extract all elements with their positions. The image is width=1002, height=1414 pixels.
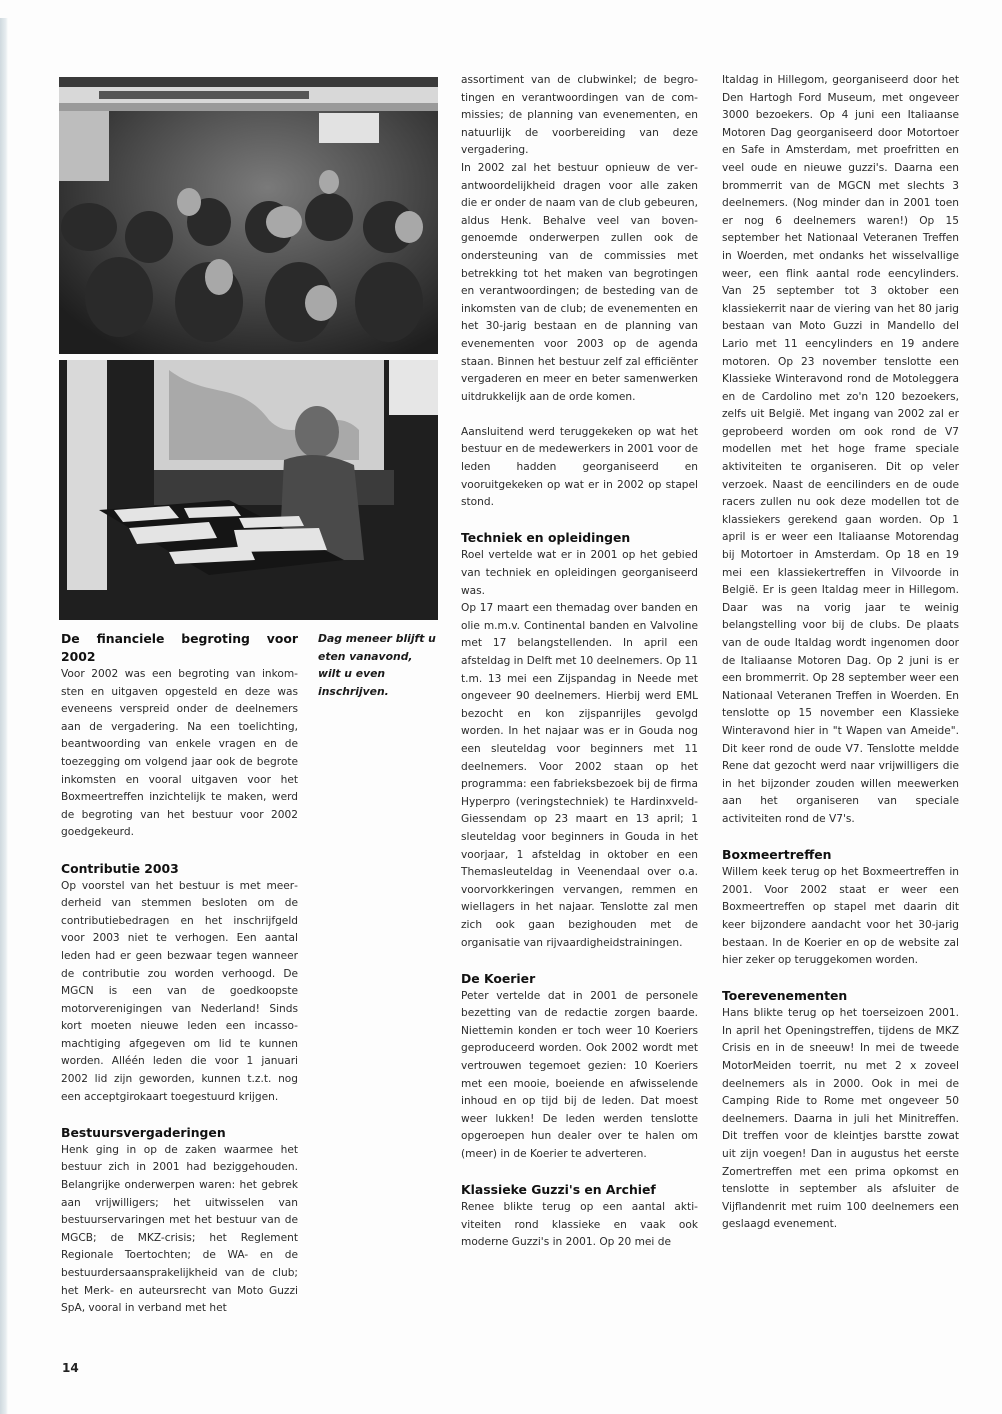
body-paragraph: Peter vertelde dat in 2001 de personele bezetting van de redactie zorgen baarde. Niettemin konden er toch weer 10 Koeriers geproduceerd worden. Ook 2002 wordt met vertrouwen tegemoet gezien: 10 Koeriers met een mooie, boeiende en afwisselende inhoud en op tijd bij de leden. Dat moest weer lukken! De leden werden tenslotte opgeroepen hun dealer over te halen om (meer) in de Koerier te adverteren. bbox=[461, 989, 698, 1161]
section-techniek-opleidingen bbox=[461, 529, 698, 952]
section-financiele-begroting bbox=[61, 630, 298, 842]
body-paragraph: Henk ging in op de zaken waarmee het bestuur zich in 2001 had beziggehouden. Belangrijke onderwerpen waren: het gebrek aan vrijwilligers; het uitwisselen van bestuurservaringen met het bestuur van de MGCB; de MKZ-crisis; het Reglement Regionale Toertochten; de WA- en de bestuurdersaansprakelijkheid van de club; het Merk- en auteursrecht van Moto Guzzi SpA, vooral in verband met het bbox=[61, 1143, 298, 1315]
column-2 bbox=[461, 72, 698, 1252]
section-heading: Toerevenementen bbox=[722, 988, 848, 1004]
section-heading: De Koerier bbox=[461, 970, 536, 986]
photo-registration-desk-image bbox=[59, 360, 438, 620]
section-contributie bbox=[61, 860, 298, 1107]
section-heading: Boxmeertreffen bbox=[722, 847, 832, 863]
photo-audience bbox=[59, 77, 438, 354]
section-heading: Contributie 2003 bbox=[61, 860, 179, 876]
body-paragraph: In 2002 zal het bestuur opnieuw de verantwoordelijkheid dragen voor alle zaken die er onder de naam van de club gebeuren, aldus Henk. Behalve veel van bovengenoemde onderwerpen zullen ook de ondersteuning van de commissies met betrekking tot het maken van begrotingen en verantwoordingen; de besteding van de inkomsten van de club; de evenementen en het 30-jarig bestaan en de planning van evenementen voor 2003 op de agenda staan. Binnen het bestuur zelf zal efficiënter vergaderen en meer en beter samenwerken uitdrukkelijk aan de orde komen. bbox=[461, 161, 698, 403]
photo-registration-desk bbox=[59, 360, 438, 620]
column-1 bbox=[61, 630, 298, 1318]
body-paragraph: Voor 2002 was een begroting van inkomsten en uitgaven opgesteld en deze was eveneens verspreid onder de deelnemers aan de vergadering. Na een toelichting, beantwoording van enkele vragen en de toezegging om volgend jaar ook de begrote inkomsten en vooral uitgaven voor het Boxmeertreffen inzichtelijk te maken, werd de begroting van het bestuur voor 2002 goedgekeurd. bbox=[61, 668, 298, 839]
body-paragraph: Op voorstel van het bestuur is met meerderheid van stemmen besloten om de contributiebedragen en het inschrijfgeld voor 2003 niet te verhogen. Een aantal leden had er geen bezwaar tegen wanneer de contributie zou worden verhoogd. De MGCN is een van de goedkoopste motorverenigingen van Nederland! Sinds kort moeten nieuwe leden een incasso-machtiging afgegeven om lid te kunnen worden. Alléén leden die voor 1 januari 2002 lid zijn geworden, kunnen t.z.t. nog een acceptgirokaart toegestuurd krijgen. bbox=[61, 879, 298, 1103]
body-paragraph: Italdag in Hillegom, georganiseerd door het Den Hartogh Ford Museum, met ongeveer 3000 bezoekers. Op 4 juni een Italiaanse Motoren Dag georganiseerd door Motortoer en Safe in Amsterdam, met proefritten en veel oude en nieuwe guzzi's. Daarna een brommerrit van de MGCN met slechts 3 deelnemers. (Nog minder dan in 2001 toen er nog 6 deelnemers waren!) Op 15 september het Nationaal Veteranen Treffen in Woerden, met ondanks het wisselvallige weer, een flink aantal rode eencylinders. Van 25 september tot 3 oktober een klassiekerrit naar de viering van het 80 jarig bestaan van Moto Guzzi in Mandello del Lario met 11 eencylinders en 19 andere motoren. Op 23 november tenslotte een Klassieke Winteravond rond de Motoleggera en de Cardolino met zo'n 120 bezoekers, zelfs uit België. Met ingang van 2002 zal er geprobeerd worden om ook rond de V7 modellen met het hoge frame speciale aktiviteiten te organiseren. Dit op veler verzoek. Naast de eencilinders en de oude racers zullen nu ook deze modellen tot de klassiekers gerekend gaan worden. Op 1 april is er weer een Italiaanse Motorendag bij Motortoer in Amsterdam. Op 18 en 19 mei een klassiekertreffen in Vilvoorde in België. Er is geen Italdag meer in Hillegom. Daar was na vorig jaar te weinig belangstelling voor bij de clubs. De plaats van de oude Italdag wordt ingenomen door de Italiaanse Motoren Dag. Op 2 juni is er een brommerrit. Op 28 september weer een Nationaal Veteranen Treffen in Woerden. En tenslotte op 15 november een Klassieke Winteravond hier in "t Wapen van Ameide". Dit keer rond de oude V7. Tenslotte meldde Rene dat gezocht werd naar vrijwilligers die in het bijzonder zouden willen meewerken aan het organiseren van speciale activiteiten rond de V7's. bbox=[722, 74, 959, 825]
photo-audience-image bbox=[59, 77, 438, 354]
body-paragraph: Aansluitend werd teruggekeken op wat het bestuur en de medewerkers in 2001 voor de leden hadden georganiseerd en vooruitgekeken op wat er in 2002 op stapel stond. bbox=[461, 425, 698, 509]
section-de-koerier bbox=[461, 970, 698, 1164]
body-paragraph: Renee blikte terug op een aantal aktiviteiten rond klassieke en vaak ook moderne Guzzi's in 2001. Op 20 mei de bbox=[461, 1201, 698, 1249]
column-3 bbox=[722, 72, 959, 1234]
section-heading: Techniek en opleidingen bbox=[461, 530, 631, 546]
body-paragraph: Hans blikte terug op het toerseizoen 2001. In april het Openingstreffen, tijdens de MKZ Crisis en in de sneeuw! In mei de tweede MotorMeiden toerrit, nu met 2 x zoveel deelnemers als in 2000. Ook in mei de Camping Ride to Rome met ongeveer 50 deelnemers. Daarna in juli het Minitreffen. Dit treffen voor de kleintjes barstte zowat uit zijn voegen! Dan in augustus het eerste Zomertreffen met een prima opkomst en tenslotte in september als afsluiter de Vijflandenrit met ruim 100 deelnemers een geslaagd evenement. bbox=[722, 1007, 959, 1231]
photo-caption: Dag meneer blijft u eten vanavond, wilt u even inschrijven. bbox=[318, 632, 436, 698]
section-toerevenementen bbox=[722, 987, 959, 1234]
body-paragraph: assortiment van de clubwinkel; de begrotingen en verantwoordingen van de commissies; de planning van evenementen, en natuurlijk de voorbereiding van deze vergadering. bbox=[461, 74, 698, 157]
section-boxmeertreffen bbox=[722, 846, 959, 970]
section-heading: Bestuursvergaderingen bbox=[61, 1124, 226, 1140]
section-klassieke-guzzis bbox=[461, 1181, 698, 1252]
body-paragraph: Roel vertelde wat er in 2001 op het gebied van techniek en opleidingen georganiseerd was. bbox=[461, 549, 698, 597]
body-paragraph: Willem keek terug op het Boxmeertreffen in 2001. Voor 2002 staat er weer een Boxmeertreffen op stapel met daarin dit keer bijzondere aandacht voor het 30-jarig bestaan. In de Koerier en op de website zal hier zeker op teruggekomen worden. bbox=[722, 866, 959, 967]
section-heading: De financiele begroting voor 2002 bbox=[61, 631, 298, 664]
section-heading: Klassieke Guzzi's en Archief bbox=[461, 1182, 656, 1198]
body-paragraph: Op 17 maart een themadag over banden en olie m.m.v. Continental banden en Valvoline met 17 belangstellenden. In april een afsteldag in Delft met 10 deelnemers. Op 11 t.m. 13 mei een Zijspandag in Neede met ongeveer 90 deelnemers. Hierbij werd EML bezocht en kon zijspanrijles gevolgd worden. In het najaar was er in Gouda nog een sleuteldag voor beginners met 11 deelnemers. Voor 2002 staan op het programma: een fabrieksbezoek bij de firma Hyperpro (veringstechniek) te Hardinxveld-Giessendam op 23 maart en 13 april; 1 sleuteldag voor beginners in Gouda in het voorjaar, 1 afsteldag in oktober en een Themasleuteldag in Veenendaal over o.a. voorvorkkeringen vervangen, remmen en wiellagers in het najaar. Tenslotte zal men zich ook gaan bezighouden met de organisatie van rijvaardigheidstrainingen. bbox=[461, 602, 698, 949]
section-bestuursvergaderingen bbox=[61, 1124, 298, 1318]
page-edge-strip bbox=[0, 18, 8, 1414]
page-number: 14 bbox=[62, 1361, 79, 1375]
